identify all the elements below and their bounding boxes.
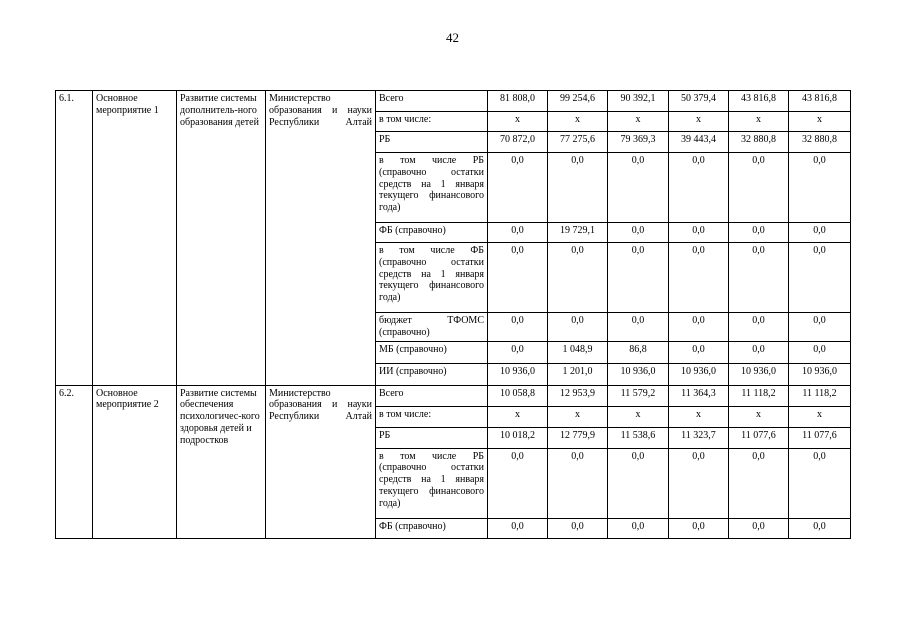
amount-cell: 19 729,1 (548, 223, 608, 243)
amount-cell: 0,0 (789, 313, 851, 342)
amount-cell: 0,0 (669, 341, 729, 363)
amount-cell: 90 392,1 (608, 91, 669, 112)
funding-source: ИИ (справочно) (376, 363, 488, 385)
amount-cell: 86,8 (608, 341, 669, 363)
amount-cell: 0,0 (548, 448, 608, 518)
amount-cell: х (789, 406, 851, 427)
section-number: 6.2. (56, 385, 93, 538)
amount-cell: х (729, 112, 789, 132)
amount-cell: х (488, 112, 548, 132)
table-row (56, 91, 851, 112)
amount-cell: 0,0 (488, 243, 548, 313)
amount-cell: х (548, 112, 608, 132)
amount-cell: 0,0 (669, 518, 729, 538)
amount-cell: 0,0 (729, 243, 789, 313)
amount-cell: 0,0 (669, 243, 729, 313)
amount-cell: 0,0 (608, 518, 669, 538)
amount-cell: х (488, 406, 548, 427)
amount-cell: 11 077,6 (789, 427, 851, 448)
amount-cell: 0,0 (729, 223, 789, 243)
amount-cell: 79 369,3 (608, 132, 669, 153)
funding-source: ФБ (справочно) (376, 223, 488, 243)
funding-source: ФБ (справочно) (376, 518, 488, 538)
amount-cell: 0,0 (608, 243, 669, 313)
amount-cell: 0,0 (488, 448, 548, 518)
goal-description: Развитие системы дополнитель-ного образования детей (177, 91, 266, 386)
amount-cell: 0,0 (669, 313, 729, 342)
amount-cell: 0,0 (548, 243, 608, 313)
page-number: 42 (446, 30, 459, 45)
amount-cell: 0,0 (729, 313, 789, 342)
table-row (56, 385, 851, 406)
amount-cell: х (669, 112, 729, 132)
amount-cell: х (669, 406, 729, 427)
funding-source: Всего (376, 91, 488, 112)
amount-cell: 0,0 (608, 313, 669, 342)
amount-cell: 43 816,8 (729, 91, 789, 112)
amount-cell: 0,0 (608, 223, 669, 243)
amount-cell: 11 118,2 (729, 385, 789, 406)
amount-cell: 0,0 (729, 153, 789, 223)
amount-cell: 0,0 (608, 448, 669, 518)
amount-cell: 11 077,6 (729, 427, 789, 448)
amount-cell: 1 048,9 (548, 341, 608, 363)
amount-cell: 77 275,6 (548, 132, 608, 153)
amount-cell: 0,0 (789, 153, 851, 223)
amount-cell: 11 579,2 (608, 385, 669, 406)
amount-cell: 1 201,0 (548, 363, 608, 385)
amount-cell: 81 808,0 (488, 91, 548, 112)
funding-table (55, 90, 851, 539)
amount-cell: 0,0 (789, 518, 851, 538)
amount-cell: 0,0 (488, 518, 548, 538)
funding-source: бюджет ТФОМС (справочно) (376, 313, 488, 342)
amount-cell: 0,0 (488, 153, 548, 223)
amount-cell: 0,0 (789, 448, 851, 518)
amount-cell: 10 018,2 (488, 427, 548, 448)
amount-cell: 10 936,0 (488, 363, 548, 385)
amount-cell: 0,0 (789, 223, 851, 243)
amount-cell: х (729, 406, 789, 427)
goal-description: Развитие системы обеспечения психологичес-кого здоровья детей и подростков (177, 385, 266, 538)
funding-source: в том числе РБ (справочно остатки средств на 1 января текущего финансового года) (376, 153, 488, 223)
amount-cell: 12 779,9 (548, 427, 608, 448)
amount-cell: 0,0 (669, 448, 729, 518)
amount-cell: 43 816,8 (789, 91, 851, 112)
funding-source: в том числе: (376, 406, 488, 427)
amount-cell: 0,0 (729, 448, 789, 518)
amount-cell: 12 953,9 (548, 385, 608, 406)
amount-cell: 50 379,4 (669, 91, 729, 112)
amount-cell: х (608, 112, 669, 132)
amount-cell: 0,0 (789, 341, 851, 363)
amount-cell: 11 364,3 (669, 385, 729, 406)
amount-cell: 39 443,4 (669, 132, 729, 153)
amount-cell: 0,0 (548, 153, 608, 223)
event-name: Основное мероприятие 2 (93, 385, 177, 538)
amount-cell: 0,0 (669, 153, 729, 223)
amount-cell: 10 936,0 (789, 363, 851, 385)
amount-cell: 0,0 (729, 341, 789, 363)
event-name: Основное мероприятие 1 (93, 91, 177, 386)
amount-cell: 10 936,0 (608, 363, 669, 385)
funding-source: РБ (376, 427, 488, 448)
amount-cell: 10 936,0 (669, 363, 729, 385)
executor-name: Министерство образования и науки Республики Алтай (266, 385, 376, 538)
funding-source: в том числе ФБ (справочно остатки средств на 1 января текущего финансового года) (376, 243, 488, 313)
amount-cell: 0,0 (608, 153, 669, 223)
amount-cell: 99 254,6 (548, 91, 608, 112)
amount-cell: х (548, 406, 608, 427)
amount-cell: х (608, 406, 669, 427)
section-number: 6.1. (56, 91, 93, 386)
amount-cell: 32 880,8 (729, 132, 789, 153)
funding-source: Всего (376, 385, 488, 406)
funding-source: РБ (376, 132, 488, 153)
amount-cell: 32 880,8 (789, 132, 851, 153)
amount-cell: 70 872,0 (488, 132, 548, 153)
funding-source: в том числе: (376, 112, 488, 132)
amount-cell: 0,0 (729, 518, 789, 538)
amount-cell: 10 058,8 (488, 385, 548, 406)
funding-source: в том числе РБ (справочно остатки средств на 1 января текущего финансового года) (376, 448, 488, 518)
amount-cell: 0,0 (548, 313, 608, 342)
amount-cell: 0,0 (488, 313, 548, 342)
executor-name: Министерство образования и науки Республики Алтай (266, 91, 376, 386)
amount-cell: 10 936,0 (729, 363, 789, 385)
amount-cell: 0,0 (488, 341, 548, 363)
funding-source: МБ (справочно) (376, 341, 488, 363)
amount-cell: 0,0 (669, 223, 729, 243)
amount-cell: 11 538,6 (608, 427, 669, 448)
amount-cell: 11 118,2 (789, 385, 851, 406)
amount-cell: х (789, 112, 851, 132)
amount-cell: 0,0 (789, 243, 851, 313)
amount-cell: 11 323,7 (669, 427, 729, 448)
amount-cell: 0,0 (548, 518, 608, 538)
amount-cell: 0,0 (488, 223, 548, 243)
